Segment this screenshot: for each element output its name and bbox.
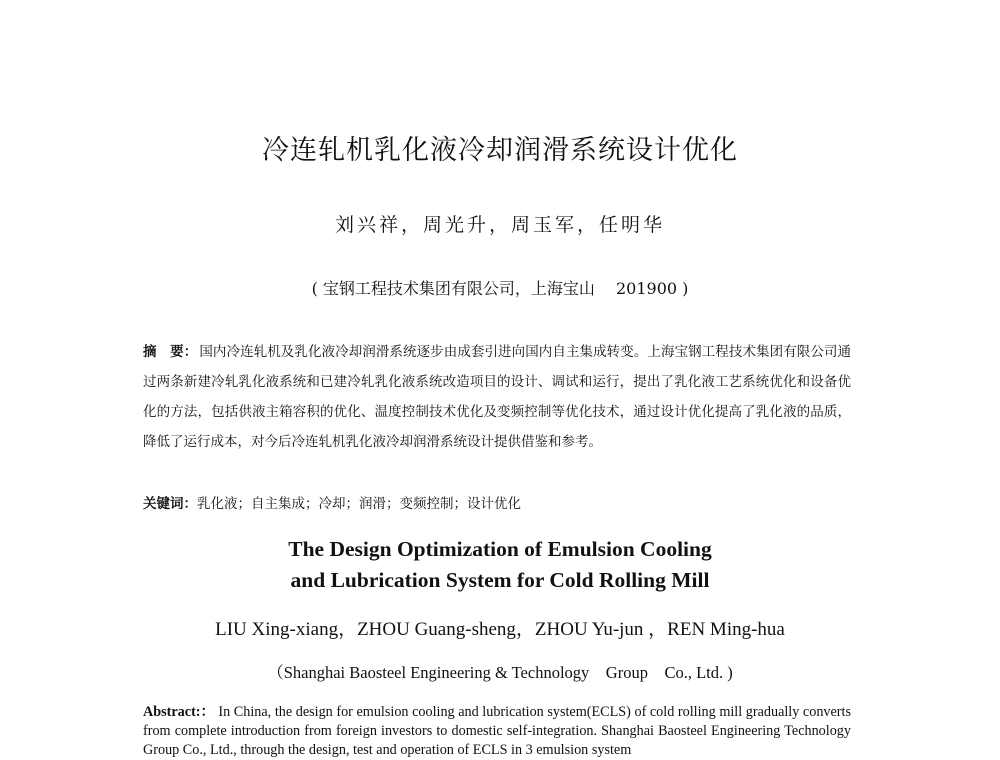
english-affiliation: （Shanghai Baosteel Engineering & Technology Group Co., Ltd. ) bbox=[267, 663, 733, 682]
chinese-abstract-text: 国内冷连轧机及乳化液冷却润滑系统逐步由成套引进向国内自主集成转变。上海宝钢工程技术集团有限公司通过两条新建冷轧乳化液系统和已建冷轧乳化液系统改造项目的设计、调试和运行，提出了乳化液工艺系统优化和设备优化的方法，包括供液主箱容积的优化、温度控制技术优化及变频控制等优化技术，通过设计优化提高了乳化液的品质，降低了运行成本，对今后冷连轧机乳化液冷却润滑系统设计提供借鉴和参考。 bbox=[143, 344, 852, 450]
chinese-keywords bbox=[143, 492, 851, 512]
english-title-line2: and Lubrication System for Cold Rolling Mill bbox=[290, 568, 710, 592]
english-title bbox=[0, 534, 1000, 596]
chinese-authors: 刘兴祥，周光升，周玉军，任明华 bbox=[334, 214, 665, 236]
chinese-keywords-label: 关键词： bbox=[143, 496, 197, 512]
english-abstract-text: In China, the design for emulsion cooling and lubrication system(ECLS) of cold rolling mill gradually converts from complete introduction from foreign investors to domestic self-integration. Shanghai Baosteel Engineering Technology Group Co., Ltd., through the design, test and operation of ECLS in 3 emulsion system bbox=[143, 704, 851, 758]
english-title-line1: The Design Optimization of Emulsion Cooling bbox=[288, 537, 712, 561]
chinese-affiliation: ( 宝钢工程技术集团有限公司，上海宝山 201900 ) bbox=[311, 279, 689, 298]
english-abstract-label: Abstract:： bbox=[143, 704, 215, 720]
chinese-abstract-label: 摘 要： bbox=[143, 344, 198, 360]
chinese-title: 冷连轧机乳化液冷却润滑系统设计优化 bbox=[262, 135, 738, 166]
english-abstract bbox=[143, 703, 851, 760]
chinese-abstract bbox=[143, 337, 851, 457]
chinese-keywords-text: 乳化液；自主集成；冷却；润滑；变频控制；设计优化 bbox=[197, 496, 521, 512]
english-authors: LIU Xing-xiang，ZHOU Guang-sheng，ZHOU Yu-jun ，REN Ming-hua bbox=[215, 619, 785, 640]
